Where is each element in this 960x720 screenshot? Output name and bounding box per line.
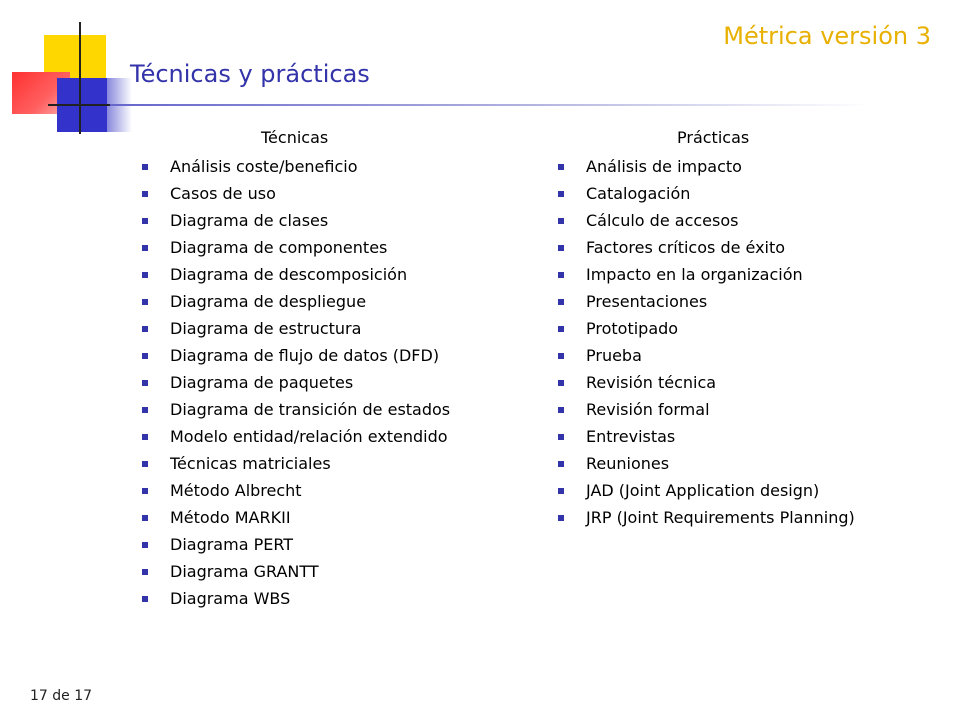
list-item-label: Presentaciones xyxy=(586,292,708,311)
list-item-label: Diagrama de estructura xyxy=(170,319,362,338)
list-item xyxy=(136,180,516,207)
square-bullet-icon xyxy=(558,353,564,359)
list-item xyxy=(552,477,942,504)
list-item xyxy=(552,288,942,315)
square-bullet-icon xyxy=(142,434,148,440)
square-bullet-icon xyxy=(558,326,564,332)
list-item xyxy=(136,558,516,585)
list-item xyxy=(552,342,942,369)
square-bullet-icon xyxy=(142,164,148,170)
list-item-label: Factores críticos de éxito xyxy=(586,238,786,257)
list-item xyxy=(136,153,516,180)
list-item-label: Cálculo de accesos xyxy=(586,211,739,230)
list-item-label: Método MARKII xyxy=(170,508,291,527)
list-item xyxy=(136,207,516,234)
list-item xyxy=(136,288,516,315)
list-item xyxy=(136,315,516,342)
square-bullet-icon xyxy=(142,299,148,305)
square-bullet-icon xyxy=(558,299,564,305)
square-bullet-icon xyxy=(558,407,564,413)
list-item xyxy=(552,423,942,450)
list-item-label: JAD (Joint Application design) xyxy=(586,481,820,500)
list-item-label: Diagrama de descomposición xyxy=(170,265,408,284)
list-item-label: Revisión técnica xyxy=(586,373,717,392)
list-item xyxy=(136,477,516,504)
list-item xyxy=(552,369,942,396)
square-bullet-icon xyxy=(558,164,564,170)
tecnicas-heading: Técnicas xyxy=(261,128,329,147)
square-bullet-icon xyxy=(142,461,148,467)
list-item-label: Catalogación xyxy=(586,184,691,203)
list-item-label: Impacto en la organización xyxy=(586,265,803,284)
square-bullet-icon xyxy=(142,488,148,494)
tecnicas-list xyxy=(136,153,516,612)
list-item xyxy=(552,234,942,261)
list-item-label: Diagrama de flujo de datos (DFD) xyxy=(170,346,440,365)
square-bullet-icon xyxy=(142,326,148,332)
square-bullet-icon xyxy=(558,488,564,494)
list-item xyxy=(552,450,942,477)
list-item xyxy=(136,342,516,369)
list-item-label: Análisis coste/beneficio xyxy=(170,157,358,176)
square-bullet-icon xyxy=(142,272,148,278)
square-bullet-icon xyxy=(142,380,148,386)
list-item-label: Entrevistas xyxy=(586,427,676,446)
square-bullet-icon xyxy=(558,272,564,278)
list-item-label: Diagrama de transición de estados xyxy=(170,400,451,419)
square-bullet-icon xyxy=(558,191,564,197)
square-bullet-icon xyxy=(142,569,148,575)
list-item-label: Diagrama de despliegue xyxy=(170,292,367,311)
slide-title: Técnicas y prácticas xyxy=(130,60,370,88)
list-item xyxy=(552,153,942,180)
list-item xyxy=(136,450,516,477)
list-item xyxy=(552,396,942,423)
list-item xyxy=(552,261,942,288)
practicas-heading: Prácticas xyxy=(677,128,750,147)
square-bullet-icon xyxy=(142,515,148,521)
list-item-label: Diagrama de componentes xyxy=(170,238,388,257)
square-bullet-icon xyxy=(142,353,148,359)
list-item-label: Modelo entidad/relación extendido xyxy=(170,427,448,446)
list-item xyxy=(136,369,516,396)
logo-vertical-line xyxy=(79,22,81,134)
square-bullet-icon xyxy=(142,596,148,602)
list-item-label: Método Albrecht xyxy=(170,481,302,500)
list-item-label: Prototipado xyxy=(586,319,679,338)
list-item xyxy=(136,531,516,558)
list-item-label: Revisión formal xyxy=(586,400,710,419)
list-item-label: Diagrama de paquetes xyxy=(170,373,354,392)
list-item xyxy=(136,396,516,423)
list-item-label: Diagrama WBS xyxy=(170,589,291,608)
square-bullet-icon xyxy=(558,218,564,224)
decorative-logo xyxy=(0,0,140,140)
list-item xyxy=(136,504,516,531)
square-bullet-icon xyxy=(558,434,564,440)
list-item-label: Análisis de impacto xyxy=(586,157,742,176)
list-item-label: Prueba xyxy=(586,346,642,365)
list-item-label: Técnicas matriciales xyxy=(170,454,331,473)
square-bullet-icon xyxy=(558,515,564,521)
square-bullet-icon xyxy=(142,218,148,224)
practicas-column xyxy=(552,126,942,531)
title-divider xyxy=(110,104,870,106)
list-item-label: Reuniones xyxy=(586,454,670,473)
list-item xyxy=(552,504,942,531)
list-item xyxy=(552,180,942,207)
list-item-label: Diagrama PERT xyxy=(170,535,294,554)
square-bullet-icon xyxy=(142,542,148,548)
list-item xyxy=(136,234,516,261)
square-bullet-icon xyxy=(558,380,564,386)
list-item xyxy=(552,315,942,342)
brand-title: Métrica versión 3 xyxy=(723,22,931,50)
square-bullet-icon xyxy=(558,461,564,467)
list-item-label: Diagrama GRANTT xyxy=(170,562,319,581)
list-item-label: Casos de uso xyxy=(170,184,276,203)
square-bullet-icon xyxy=(142,245,148,251)
list-item-label: JRP (Joint Requirements Planning) xyxy=(586,508,855,527)
tecnicas-column xyxy=(136,126,516,612)
list-item-label: Diagrama de clases xyxy=(170,211,329,230)
list-item xyxy=(136,423,516,450)
list-item xyxy=(136,261,516,288)
square-bullet-icon xyxy=(142,407,148,413)
list-item xyxy=(552,207,942,234)
square-bullet-icon xyxy=(142,191,148,197)
practicas-list xyxy=(552,153,942,531)
square-bullet-icon xyxy=(558,245,564,251)
page-number: 17 de 17 xyxy=(30,688,93,704)
list-item xyxy=(136,585,516,612)
